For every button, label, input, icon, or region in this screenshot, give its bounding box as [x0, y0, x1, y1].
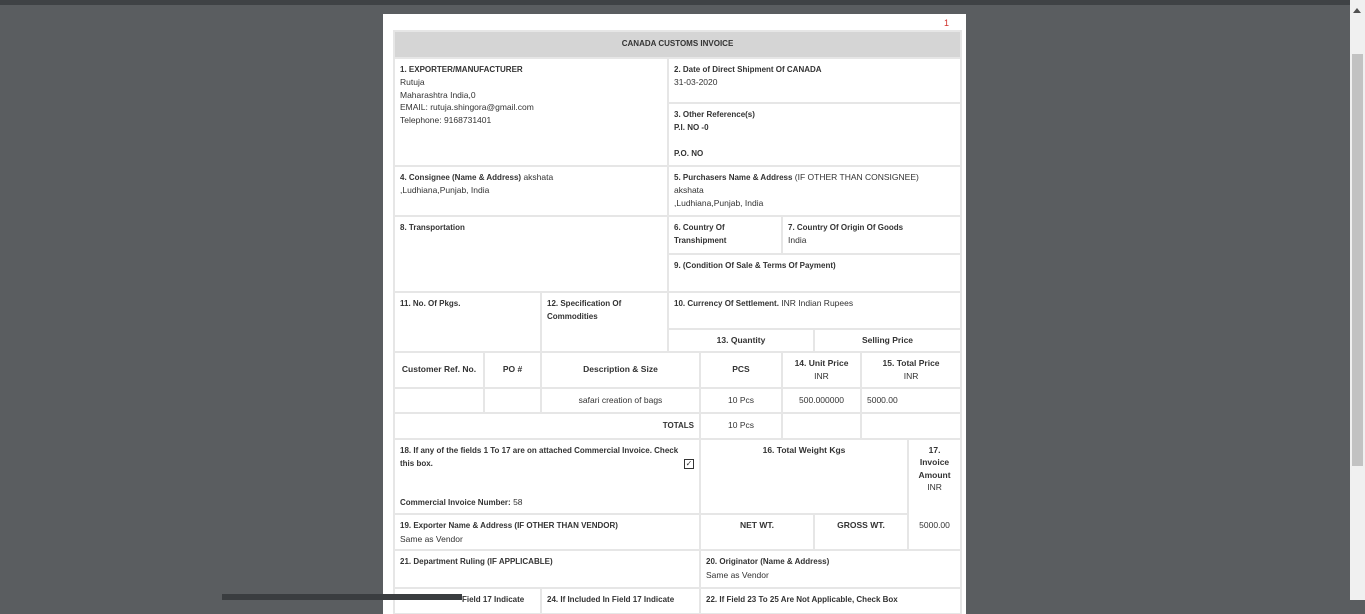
origin-label: 7. Country Of Origin Of Goods: [788, 222, 904, 232]
pcs-header: PCS: [701, 353, 781, 387]
download-bar: [222, 594, 462, 600]
exporter-label: 1. EXPORTER/MANUFACTURER: [400, 64, 523, 74]
commercial-invoice-checkbox[interactable]: ✓: [685, 459, 693, 468]
unit-price-header-label: 14. Unit Price: [794, 358, 849, 368]
purchaser-note: (IF OTHER THAN CONSIGNEE): [792, 171, 919, 182]
originator-section: [701, 551, 960, 587]
currency-label: 10. Currency Of Settlement.: [674, 298, 779, 308]
terms-label: 9. (Condition Of Sale & Terms Of Payment): [674, 260, 836, 270]
exporter-address: Maharashtra India,0: [400, 89, 476, 100]
ruling-section: [395, 551, 699, 587]
consignee-address: ,Ludhiana,Punjab, India: [400, 185, 490, 195]
shipment-date-section: [669, 59, 960, 102]
consignee-label: 4. Consignee (Name & Address): [400, 172, 522, 182]
field-bottom-c: [701, 589, 960, 613]
row-pcs: 10 Pcs: [701, 389, 781, 412]
po-number: P.O. NO: [674, 149, 704, 158]
description-header: Description & Size: [542, 353, 699, 387]
currency-section: [669, 293, 960, 328]
commercial-invoice-label: Commercial Invoice Number:: [400, 497, 511, 507]
field18-label: 18. If any of the fields 1 To 17 are on attached Commercial Invoice. Check this box.: [400, 445, 679, 468]
total-weight-label: 16. Total Weight Kgs: [762, 444, 846, 455]
packages-label: 11. No. Of Pkgs.: [400, 298, 461, 308]
po-header: PO #: [485, 353, 540, 387]
net-weight-header: NET WT.: [701, 515, 813, 549]
exporter-section: [395, 59, 667, 165]
purchaser-label: 5. Purchasers Name & Address: [674, 172, 793, 182]
field-bottom-b: [542, 589, 699, 613]
shipment-date-value: 31-03-2020: [674, 77, 718, 87]
scroll-up-arrow-icon[interactable]: [1353, 8, 1361, 13]
unit-price-header: [783, 353, 860, 387]
field-bottom-b-label: 24. If Included In Field 17 Indicate: [547, 595, 675, 604]
customer-ref-header: Customer Ref. No.: [395, 353, 483, 387]
commercial-invoice-number: 58: [510, 496, 523, 507]
purchaser-address: ,Ludhiana,Punjab, India: [674, 197, 764, 208]
pi-number: P.I. NO -0: [674, 123, 709, 132]
origin-value: India: [788, 235, 807, 245]
transhipment-section: [669, 217, 781, 253]
exporter19-value: Same as Vendor: [400, 533, 463, 544]
row-total-price: 5000.00: [862, 389, 960, 412]
exporter19-section: [395, 515, 699, 549]
originator-label: 20. Originator (Name & Address): [706, 557, 830, 566]
exporter-telephone: Telephone: 9168731401: [400, 114, 492, 125]
page-number: 1: [943, 18, 949, 28]
viewer-top-strip: [0, 0, 1350, 5]
invoice-amount-currency: INR: [927, 482, 942, 492]
scrollbar-thumb[interactable]: [1352, 54, 1363, 466]
total-weight-section: [701, 440, 907, 514]
row-description: safari creation of bags: [542, 389, 699, 412]
row-customer-ref: [395, 389, 483, 412]
field18-section: [395, 440, 699, 514]
row-po: [485, 389, 540, 412]
exporter19-label: 19. Exporter Name & Address (IF OTHER THAN VENDOR): [400, 521, 618, 530]
invoice-title: CANADA CUSTOMS INVOICE: [395, 32, 960, 57]
totals-unit-empty: [783, 414, 860, 438]
currency-value: INR Indian Rupees: [778, 297, 854, 308]
totals-price-empty: [862, 414, 960, 438]
purchaser-name: akshata: [674, 185, 704, 195]
consignee-section: [395, 167, 667, 215]
quantity-header: 13. Quantity: [669, 330, 813, 351]
totals-pcs: 10 Pcs: [701, 414, 781, 438]
selling-price-header: Selling Price: [815, 330, 960, 351]
originator-value: Same as Vendor: [706, 569, 769, 580]
field-bottom-a-label: Field 17 Indicate: [462, 595, 525, 604]
field-bottom-c-label: 22. If Field 23 To 25 Are Not Applicable, Check Box: [706, 595, 898, 604]
total-price-header-label: 15. Total Price: [882, 358, 940, 368]
origin-section: [783, 217, 960, 253]
vertical-scrollbar[interactable]: [1350, 0, 1365, 600]
invoice-amount-value: 5000.00: [919, 519, 950, 530]
customs-invoice-form: [393, 30, 962, 614]
document-page: [383, 14, 966, 614]
transportation-label: 8. Transportation: [400, 222, 465, 232]
gross-weight-header: GROSS WT.: [815, 515, 907, 549]
purchaser-section: [669, 167, 960, 215]
transportation-section: [395, 217, 667, 291]
shipment-date-label: 2. Date of Direct Shipment Of CANADA: [674, 64, 822, 74]
other-reference-section: [669, 104, 960, 165]
total-price-header: [862, 353, 960, 387]
invoice-amount-section: [909, 440, 960, 550]
packages-section: [395, 293, 540, 351]
totals-label-cell: [395, 414, 699, 438]
exporter-email: EMAIL: rutuja.shingora@gmail.com: [400, 102, 534, 112]
specification-label: 12. Specification Of Commodities: [547, 298, 622, 321]
ruling-label: 21. Department Ruling (IF APPLICABLE): [400, 557, 553, 566]
consignee-name: akshata: [521, 171, 554, 182]
exporter-name: Rutuja: [400, 77, 425, 87]
total-price-currency: INR: [903, 370, 919, 381]
totals-label: TOTALS: [662, 420, 694, 430]
specification-section: [542, 293, 667, 351]
field-bottom-a: [395, 589, 540, 613]
invoice-amount-label: 17. Invoice Amount: [918, 444, 951, 480]
other-reference-label: 3. Other Reference(s): [674, 109, 755, 119]
unit-price-currency: INR: [814, 370, 829, 381]
terms-section: [669, 255, 960, 291]
row-unit-price: 500.000000: [783, 389, 860, 412]
transhipment-label: 6. Country Of Transhipment: [674, 222, 727, 245]
table-row: [395, 389, 960, 412]
